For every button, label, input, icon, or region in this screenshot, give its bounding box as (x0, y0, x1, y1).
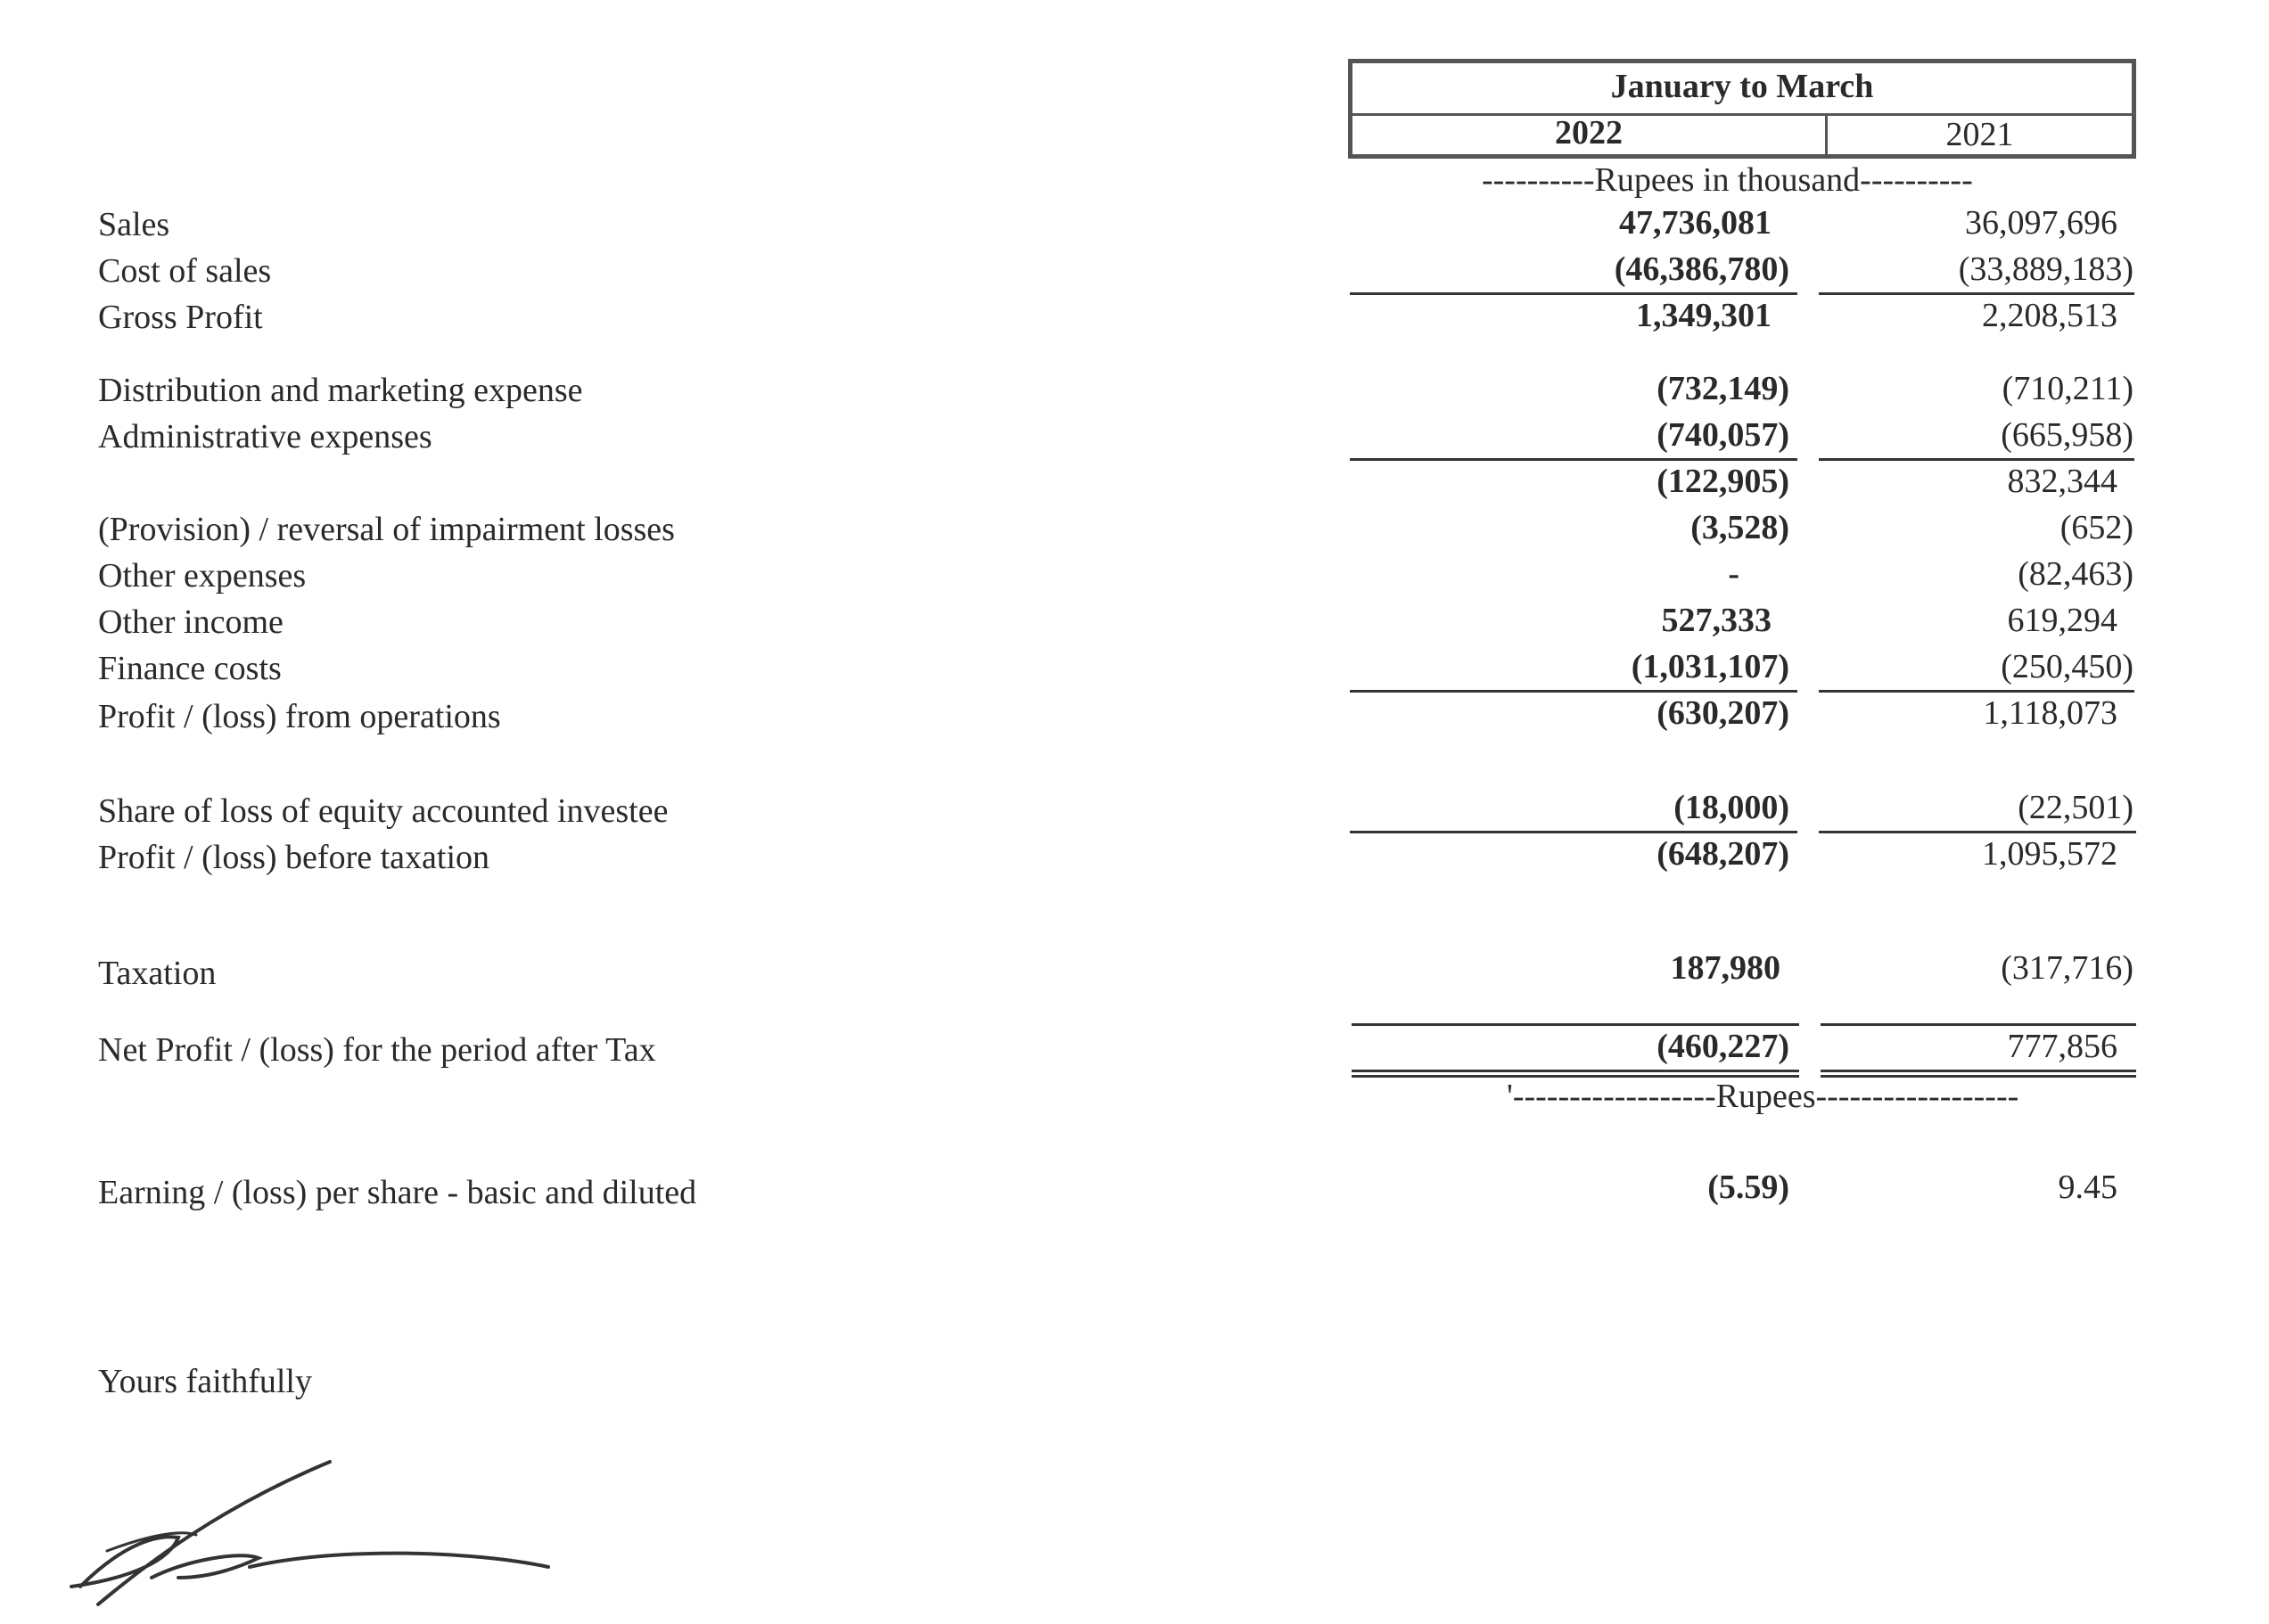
value-2022-net-profit: (460,227) (1657, 1028, 1789, 1065)
subtotal-rule-2021 (1819, 690, 2134, 693)
value-2021-gross-profit: 2,208,513 (1982, 297, 2117, 334)
value-2021-share-of-loss: (22,501) (2018, 789, 2133, 826)
row-label-profit-before-tax: Profit / (loss) before taxation (98, 839, 490, 876)
value-2021-profit-before-tax: 1,095,572 (1982, 835, 2117, 873)
value-2022-finance-costs: (1,031,107) (1631, 648, 1789, 685)
value-2022-other-expenses: - (1728, 555, 1739, 593)
units-thousand-label: ----------Rupees in thousand---------- (1482, 161, 1973, 199)
value-2021-administrative: (665,958) (2001, 416, 2133, 454)
subtotal-rule-2021 (1819, 292, 2134, 295)
value-2021-net-profit: 777,856 (2007, 1028, 2117, 1065)
period-header-box (1348, 59, 2136, 159)
closing-text: Yours faithfully (98, 1363, 312, 1400)
row-label-administrative: Administrative expenses (98, 418, 432, 455)
row-label-finance-costs: Finance costs (98, 650, 282, 687)
value-2022-administrative: (740,057) (1657, 416, 1789, 454)
value-2021-taxation: (317,716) (2001, 949, 2133, 987)
row-label-share-of-loss: Share of loss of equity accounted investee (98, 792, 669, 830)
row-label-other-income: Other income (98, 603, 284, 641)
value-2022-profit-before-tax: (648,207) (1657, 835, 1789, 873)
value-2022-taxation: 187,980 (1670, 949, 1780, 987)
value-2022-sales: 47,736,081 (1619, 204, 1772, 242)
year-2021-header: 2021 (1945, 116, 2014, 153)
row-label-taxation: Taxation (98, 955, 217, 992)
row-label-gross-profit: Gross Profit (98, 299, 263, 336)
value-2021-sales: 36,097,696 (1965, 204, 2117, 242)
period-title: January to March (1352, 67, 2132, 116)
value-2022-gross-profit: 1,349,301 (1636, 297, 1772, 334)
value-2021-subtotal: 832,344 (2007, 463, 2117, 500)
row-label-cost-of-sales: Cost of sales (98, 252, 272, 290)
value-2022-impairment: (3,528) (1690, 509, 1789, 546)
subtotal-rule-2022 (1350, 458, 1797, 461)
value-2021-other-income: 619,294 (2007, 602, 2117, 639)
value-2022-distribution: (732,149) (1657, 370, 1789, 407)
value-2022-eps: (5.59) (1707, 1169, 1789, 1206)
value-2022-profit-from-operations: (630,207) (1657, 694, 1789, 732)
row-label-eps: Earning / (loss) per share - basic and diluted (98, 1174, 697, 1211)
row-label-distribution: Distribution and marketing expense (98, 372, 583, 409)
value-2022-subtotal: (122,905) (1657, 463, 1789, 500)
value-2022-share-of-loss: (18,000) (1673, 789, 1789, 826)
row-label-other-expenses: Other expenses (98, 557, 307, 595)
subtotal-rule-2022 (1350, 292, 1797, 295)
total-rule-2022 (1352, 1023, 1799, 1026)
row-label-impairment: (Provision) / reversal of impairment losses (98, 511, 675, 548)
value-2021-finance-costs: (250,450) (2001, 648, 2133, 685)
subtotal-rule-2021 (1819, 458, 2134, 461)
value-2022-cost-of-sales: (46,386,780) (1614, 250, 1789, 288)
value-2022-other-income: 527,333 (1661, 602, 1772, 639)
row-label-net-profit: Net Profit / (loss) for the period after Tax (98, 1031, 656, 1069)
units-rupees-label: '------------------Rupees------------------ (1507, 1078, 2019, 1115)
subtotal-rule-2022 (1350, 690, 1797, 693)
signature-image (45, 1453, 580, 1622)
value-2021-cost-of-sales: (33,889,183) (1958, 250, 2133, 288)
value-2021-impairment: (652) (2059, 509, 2133, 546)
value-2021-profit-from-operations: 1,118,073 (1983, 694, 2117, 732)
value-2021-other-expenses: (82,463) (2018, 555, 2133, 593)
subtotal-rule-2021 (1819, 831, 2136, 833)
row-label-profit-from-operations: Profit / (loss) from operations (98, 698, 501, 735)
value-2021-eps: 9.45 (2058, 1169, 2117, 1206)
subtotal-rule-2022 (1350, 831, 1797, 833)
value-2021-distribution: (710,211) (2002, 370, 2133, 407)
row-label-sales: Sales (98, 206, 170, 243)
year-2022-header: 2022 (1352, 113, 1828, 156)
total-rule-2021 (1821, 1023, 2136, 1026)
